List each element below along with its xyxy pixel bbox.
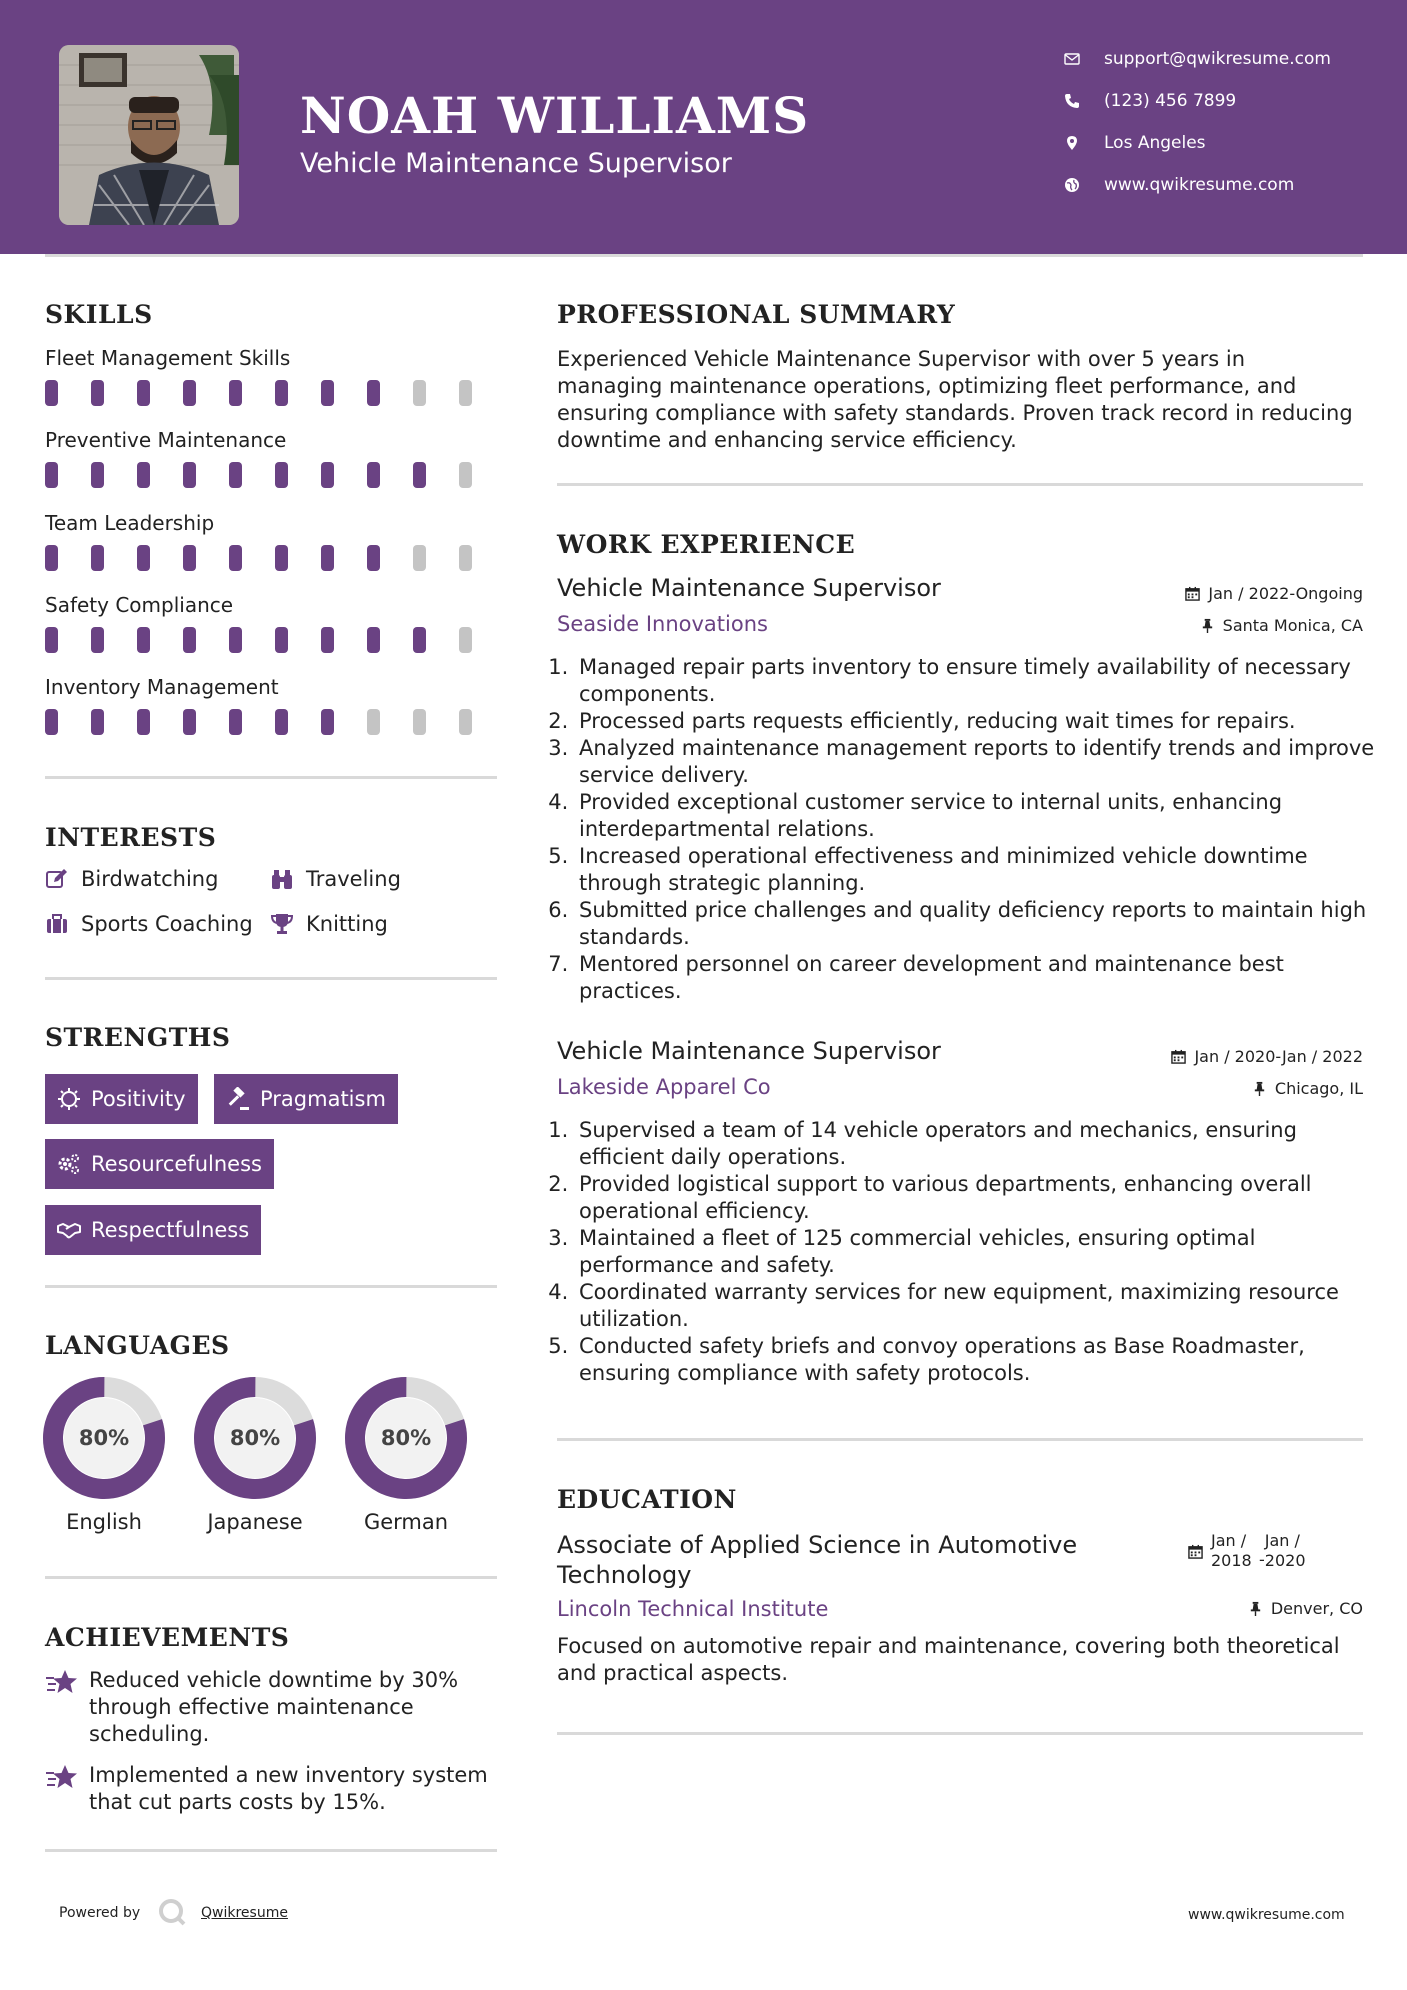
rating-dot-filled (229, 462, 242, 488)
interest-item: Sports Coaching (45, 912, 253, 936)
strength-tag: Positivity (45, 1074, 198, 1124)
rating-dot-filled (183, 627, 196, 653)
education-end-year: 2020 (1264, 1551, 1306, 1570)
rating-dot-filled (183, 545, 196, 571)
rating-dot-empty (459, 709, 472, 735)
strengths-divider (45, 1285, 497, 1288)
education-heading: EDUCATION (557, 1485, 737, 1514)
rating-dot-filled (137, 462, 150, 488)
degree-title: Associate of Applied Science in Automotive Technology (557, 1531, 1078, 1589)
strength-tag: Resourcefulness (45, 1139, 274, 1189)
rating-dot-filled (183, 462, 196, 488)
header-divider (45, 254, 1363, 257)
language-gauge (344, 1376, 468, 1500)
strength-tag: Respectfulness (45, 1205, 261, 1255)
rating-dot-filled (367, 627, 380, 653)
education-location: Denver, CO (1248, 1599, 1363, 1618)
education-date-dash: - (1259, 1549, 1265, 1569)
rating-dot-filled (91, 545, 104, 571)
job-location: Chicago, IL (1252, 1079, 1363, 1098)
rating-dot-filled (229, 709, 242, 735)
experience-divider (557, 1438, 1363, 1441)
contact-website[interactable]: www.qwikresume.com (1064, 164, 1331, 206)
duty-item: 2. Processed parts requests efficiently, reducing wait times for repairs. (575, 708, 1381, 735)
rating-dot-filled (321, 545, 334, 571)
duty-item: 1. Managed repair parts inventory to ensure timely availability of necessary components. (575, 654, 1381, 708)
qwikresume-logo-icon (157, 1897, 187, 1931)
rating-dot-filled (367, 380, 380, 406)
powered-by-label: Powered by (59, 1905, 141, 1921)
rating-dot-filled (321, 462, 334, 488)
duty-item: 3. Maintained a fleet of 125 commercial vehicles, ensuring optimal performance and safety. (575, 1225, 1381, 1279)
skill-rating (45, 462, 505, 488)
calendar-icon (1171, 1049, 1186, 1064)
trophy-icon (270, 912, 294, 936)
rating-dot-filled (275, 462, 288, 488)
rating-dot-empty (459, 545, 472, 571)
job-title: Vehicle Maintenance Supervisor (557, 1037, 941, 1065)
pushpin-icon (1200, 618, 1215, 633)
pushpin-icon (1248, 1601, 1263, 1616)
job-date: Jan / 2020-Jan / 2022 (1171, 1047, 1363, 1066)
strengths-heading: STRENGTHS (45, 1023, 231, 1052)
rating-dot-filled (183, 380, 196, 406)
star-icon (45, 1667, 79, 1697)
skill-label: Fleet Management Skills (45, 346, 291, 370)
achievements-heading: ACHIEVEMENTS (45, 1623, 290, 1652)
profile-photo (59, 45, 239, 225)
qwikresume-link[interactable]: Qwikresume (201, 1905, 288, 1921)
education-start-month: Jan / (1211, 1531, 1247, 1550)
languages-heading: LANGUAGES (45, 1331, 230, 1360)
job-title: Vehicle Maintenance Supervisor (557, 574, 941, 602)
rating-dot-filled (137, 545, 150, 571)
achievements-divider (45, 1849, 497, 1852)
skill-item (45, 511, 505, 571)
phone-icon (1064, 93, 1092, 109)
summary-heading: PROFESSIONAL SUMMARY (557, 300, 956, 329)
rating-dot-empty (367, 709, 380, 735)
rating-dot-filled (91, 709, 104, 735)
rating-dot-filled (91, 380, 104, 406)
rating-dot-filled (321, 380, 334, 406)
contact-phone[interactable]: (123) 456 7899 (1064, 80, 1331, 122)
duty-item: 1. Supervised a team of 14 vehicle operators and mechanics, ensuring efficient daily operations. (575, 1117, 1381, 1171)
rating-dot-filled (275, 627, 288, 653)
star-icon (45, 1762, 79, 1792)
rating-dot-filled (321, 627, 334, 653)
candidate-title: Vehicle Maintenance Supervisor (300, 148, 732, 179)
rating-dot-filled (137, 709, 150, 735)
interests-heading: INTERESTS (45, 823, 217, 852)
interests-divider (45, 977, 497, 980)
education-start-year: 2018 (1211, 1551, 1252, 1570)
rating-dot-filled (367, 545, 380, 571)
language-label: English (66, 1510, 142, 1534)
skill-item (45, 675, 505, 735)
rating-dot-filled (45, 627, 58, 653)
interest-item: Traveling (270, 867, 401, 891)
rating-dot-empty (459, 380, 472, 406)
skill-label: Safety Compliance (45, 593, 234, 617)
contact-email[interactable]: support@qwikresume.com (1064, 38, 1331, 80)
skill-rating (45, 709, 505, 735)
duty-item: 4. Provided exceptional customer service to internal units, enhancing interdepartmental relations. (575, 789, 1381, 843)
rating-dot-filled (137, 627, 150, 653)
summary-divider (557, 483, 1363, 486)
globe-icon (1064, 177, 1092, 193)
job-location: Santa Monica, CA (1200, 616, 1363, 635)
skill-rating (45, 627, 505, 653)
cogs-icon (57, 1152, 81, 1176)
skill-label: Preventive Maintenance (45, 428, 287, 452)
summary-text: Experienced Vehicle Maintenance Supervisor with over 5 years in managing maintenance operations, optimizing fleet performance, and ensuring compliance with safety standards. Proven track record in reducing downtime and enhancing service efficiency. (557, 347, 1353, 452)
sun-icon (57, 1087, 81, 1111)
rating-dot-filled (413, 627, 426, 653)
achievement-item: Implemented a new inventory system that cut parts costs by 15%. (45, 1762, 500, 1816)
rating-dot-filled (275, 380, 288, 406)
interest-item: Birdwatching (45, 867, 218, 891)
language-item (193, 1376, 317, 1534)
education-end-month: Jan / (1264, 1531, 1300, 1550)
language-label: Japanese (207, 1510, 303, 1534)
skill-rating (45, 380, 505, 406)
pencil-square-icon (45, 867, 69, 891)
handshake-icon (57, 1218, 81, 1242)
job-date: Jan / 2022-Ongoing (1185, 584, 1363, 603)
footer-url[interactable]: www.qwikresume.com (1188, 1907, 1345, 1923)
skill-item (45, 346, 505, 406)
skill-rating (45, 545, 505, 571)
rating-dot-empty (459, 627, 472, 653)
candidate-name: NOAH WILLIAMS (300, 86, 810, 145)
duty-item: 4. Coordinated warranty services for new equipment, maximizing resource utilization. (575, 1279, 1381, 1333)
rating-dot-empty (413, 709, 426, 735)
education-date (1188, 1531, 1306, 1571)
header-banner (0, 0, 1407, 254)
education-divider (557, 1732, 1363, 1735)
rating-dot-filled (229, 380, 242, 406)
achievement-item: Reduced vehicle downtime by 30% through effective maintenance scheduling. (45, 1667, 500, 1748)
calendar-icon (1185, 586, 1200, 601)
skills-heading: SKILLS (45, 300, 153, 329)
rating-dot-filled (229, 627, 242, 653)
duty-item: 5. Conducted safety briefs and convoy operations as Base Roadmaster, ensuring compliance with safety protocols. (575, 1333, 1381, 1387)
job-company: Lakeside Apparel Co (557, 1075, 771, 1099)
gavel-icon (226, 1087, 250, 1111)
gauge-percent: 80% (229, 1426, 281, 1450)
skill-item (45, 428, 505, 488)
duty-item: 3. Analyzed maintenance management reports to identify trends and improve service delivery. (575, 735, 1381, 789)
briefcase-icon (45, 912, 69, 936)
rating-dot-filled (45, 709, 58, 735)
rating-dot-filled (45, 462, 58, 488)
rating-dot-filled (229, 545, 242, 571)
contact-list (1064, 38, 1331, 206)
envelope-icon (1064, 51, 1092, 67)
languages-divider (45, 1576, 497, 1579)
rating-dot-filled (45, 380, 58, 406)
job-duties (557, 1117, 1381, 1387)
skills-divider (45, 776, 497, 779)
interest-item: Knitting (270, 912, 388, 936)
rating-dot-filled (367, 462, 380, 488)
duty-item: 2. Provided logistical support to various departments, enhancing overall operational efficiency. (575, 1171, 1381, 1225)
language-item (42, 1376, 166, 1534)
strength-tag: Pragmatism (214, 1074, 398, 1124)
rating-dot-filled (137, 380, 150, 406)
calendar-icon (1188, 1544, 1203, 1559)
rating-dot-filled (275, 709, 288, 735)
language-label: German (363, 1510, 449, 1534)
job-company: Seaside Innovations (557, 612, 768, 636)
rating-dot-empty (459, 462, 472, 488)
rating-dot-filled (183, 709, 196, 735)
rating-dot-filled (91, 462, 104, 488)
experience-heading: WORK EXPERIENCE (557, 530, 856, 559)
skill-label: Inventory Management (45, 675, 279, 699)
rating-dot-filled (45, 545, 58, 571)
language-gauge (42, 1376, 166, 1500)
duty-item: 7. Mentored personnel on career development and maintenance best practices. (575, 951, 1381, 1005)
gauge-percent: 80% (380, 1426, 432, 1450)
pushpin-icon (1252, 1081, 1267, 1096)
skill-item (45, 593, 505, 653)
education-description: Focused on automotive repair and maintenance, covering both theoretical and practical aspects. (557, 1634, 1340, 1685)
location-pin-icon (1064, 135, 1092, 151)
gauge-percent: 80% (78, 1426, 130, 1450)
contact-location: Los Angeles (1064, 122, 1331, 164)
language-item (344, 1376, 468, 1534)
duty-item: 5. Increased operational effectiveness and minimized vehicle downtime through strategic planning. (575, 843, 1381, 897)
duty-item: 6. Submitted price challenges and quality deficiency reports to maintain high standards. (575, 897, 1381, 951)
binoculars-icon (270, 867, 294, 891)
job-duties (557, 654, 1381, 1005)
skill-label: Team Leadership (45, 511, 215, 535)
rating-dot-filled (275, 545, 288, 571)
rating-dot-empty (413, 380, 426, 406)
rating-dot-filled (413, 462, 426, 488)
school-name: Lincoln Technical Institute (557, 1597, 829, 1621)
rating-dot-filled (91, 627, 104, 653)
rating-dot-filled (321, 709, 334, 735)
rating-dot-empty (413, 545, 426, 571)
language-gauge (193, 1376, 317, 1500)
